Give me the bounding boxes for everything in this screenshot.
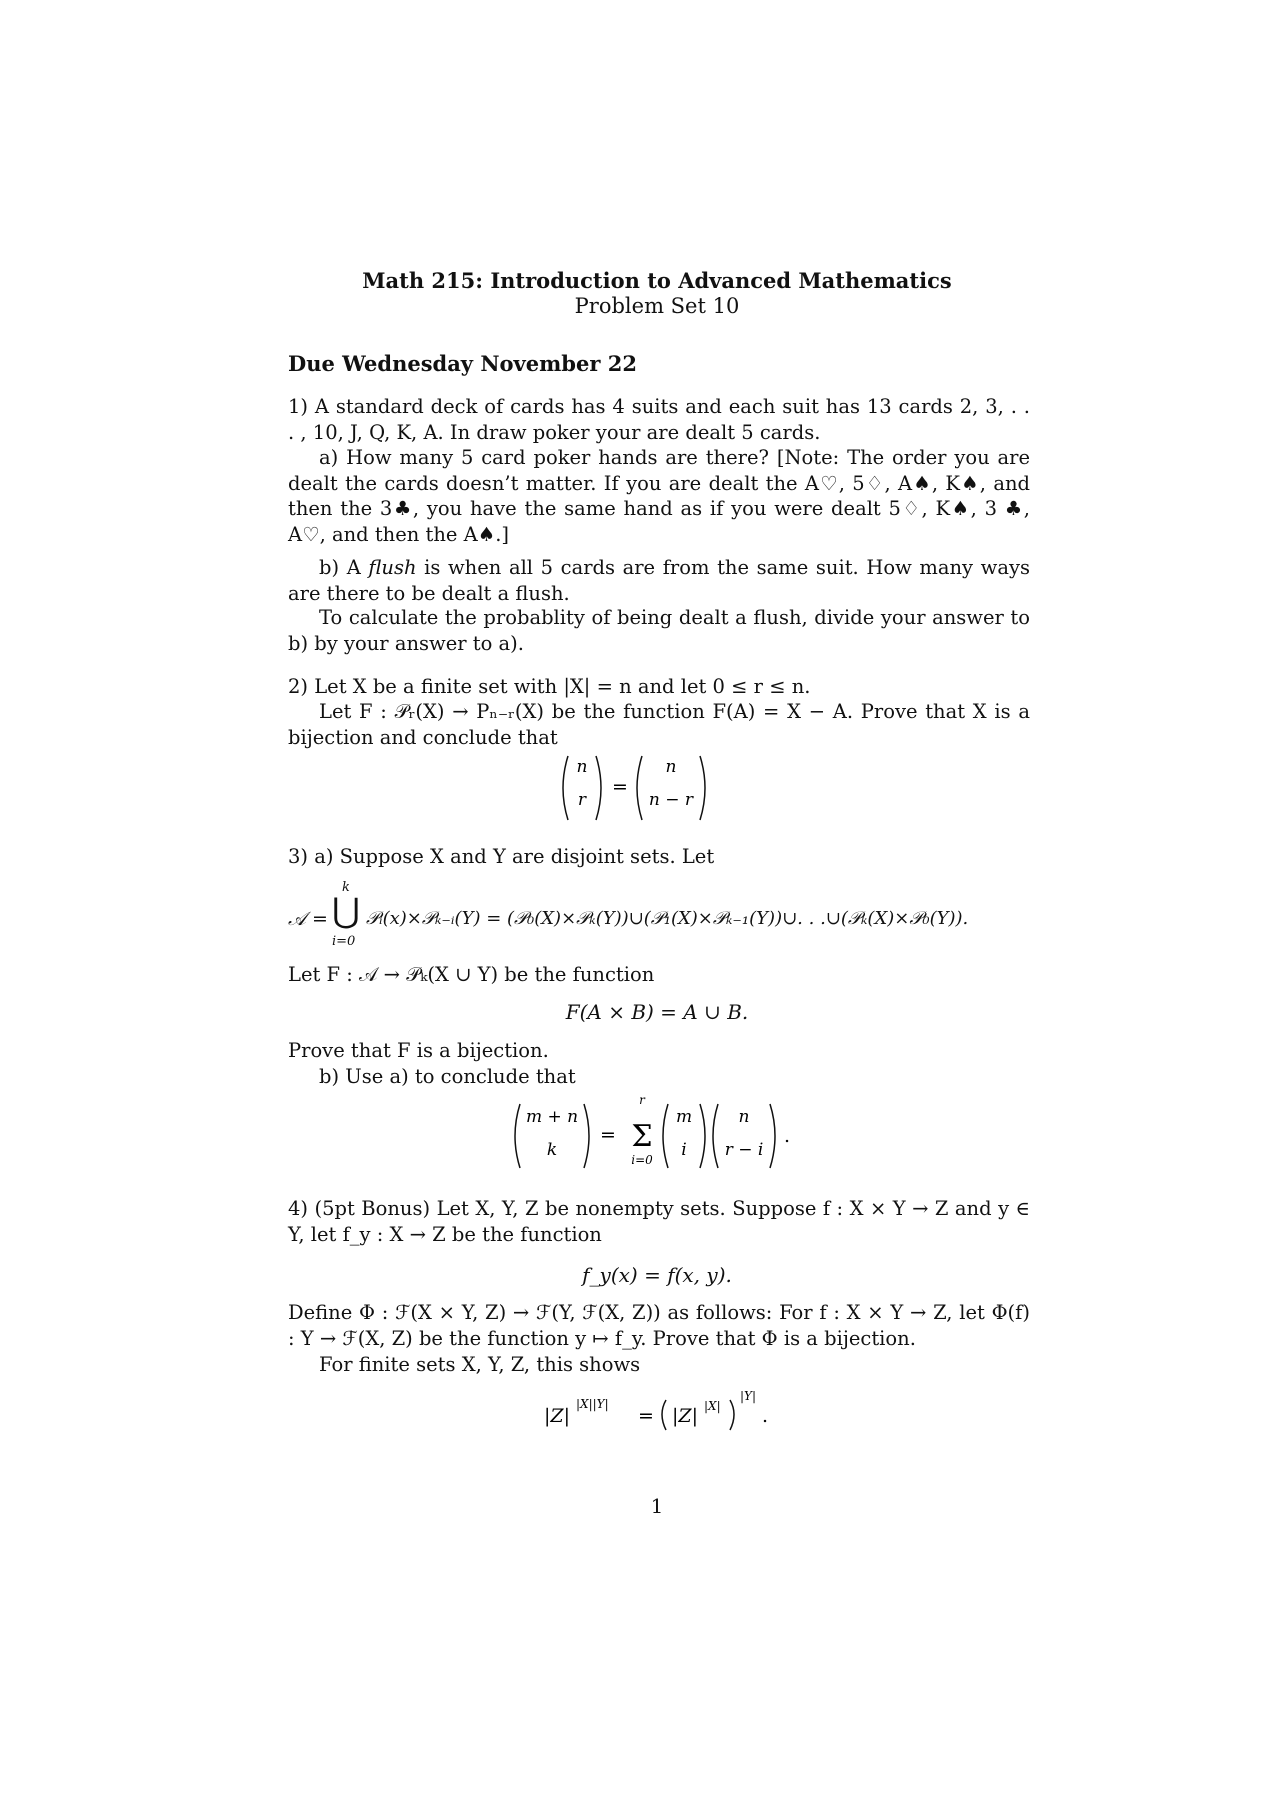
sum-equals: = [600,1124,616,1146]
union-lower-limit: i=0 [332,934,356,949]
problem-4-finite: For finite sets X, Y, Z, this shows [319,1353,641,1376]
problem-4-function-def: f_y(x) = f(x, y). [582,1263,732,1287]
sum-end-period: . [784,1125,791,1147]
sum-lhs-bottom: k [546,1140,558,1160]
due-date: Due Wednesday November 22 [288,351,637,376]
problem-4-intro: 4) (5pt Bonus) Let X, Y, Z be nonempty sets. Suppose f : X × Y → Z and y ∈ Y, let f_y : X → Z be the function [288,1197,1030,1246]
exp-rhs-outer-exponent: |Y| [740,1389,757,1403]
big-union-icon: ⋃ [332,891,360,931]
exponent-identity-formula [540,1380,800,1434]
exp-lhs-exponent: |X||Y| [576,1397,609,1411]
problem-3-intro: 3) a) Suppose X and Y are disjoint sets. Let [288,845,715,868]
problem-3-let-line: Let F : 𝒜 → 𝒫ₖ(X ∪ Y) be the function [288,963,655,986]
sum-lower-limit: i=0 [631,1153,653,1167]
problem-1-part-a: a) How many 5 card poker hands are there? [Note: The order you are dealt the cards doesn’t matter. If you are dealt the A♡, 5♢, A♠, K♠, and then the 3♣, you have the same hand as if you were dealt 5♢, K♠, 3 ♣, A♡, and then the A♠.] [288,446,1030,546]
binom-equals: = [612,776,628,798]
sum-t1-bottom: i [681,1140,687,1160]
sum-t2-top: n [738,1107,750,1127]
problem-3-part-b: b) Use a) to conclude that [319,1065,576,1088]
exp-rhs-inner: |Z| [672,1405,699,1427]
problem-3-prove: Prove that F is a bijection. [288,1039,549,1062]
page-number: 1 [650,1494,664,1518]
document-title: Math 215: Introduction to Advanced Mathematics [362,268,952,293]
problem-1-intro: 1) A standard deck of cards has 4 suits and each suit has 13 cards 2, 3, . . . , 10, J, Q, K, A. In draw poker your are dealt 5 cards. [288,395,1030,444]
exp-rhs-inner-exponent: |X| [704,1399,721,1413]
sum-t1-top: m [675,1107,693,1127]
vandermonde-formula [512,1094,812,1170]
sigma-icon: Σ [631,1119,653,1154]
sum-upper-limit: r [639,1094,645,1107]
binom-left-bottom: r [577,790,587,810]
union-upper-limit: k [342,880,350,895]
union-lhs: 𝒜 = [288,908,328,930]
problem-3-function-def: F(A × B) = A ∪ B. [565,1000,749,1024]
union-formula [288,880,1108,949]
binom-right-top: n [665,757,677,777]
flush-term: flush [368,556,417,579]
binom-left-top: n [576,757,588,777]
problem-4-define: Define Φ : ℱ(X × Y, Z) → ℱ(Y, ℱ(X, Z)) as follows: For f : X × Y → Z, let Φ(f) : Y → ℱ(X, Z) be the function y ↦ f_y. Prove that Φ is a bijection. [288,1301,1030,1350]
part-b-prefix: b) A [319,556,361,579]
exp-equals: = [638,1405,654,1427]
part-b-rest: is when all 5 cards are from the same suit. How many ways are there to be dealt a flush. [288,556,1031,605]
document-subtitle: Problem Set 10 [574,294,740,318]
problem-1-part-b [288,555,1030,606]
sum-lhs-top: m + n [525,1107,579,1127]
binomial-identity-formula [560,752,760,824]
binom-right-bottom: n − r [648,790,694,810]
problem-1-note: To calculate the probablity of being dealt a flush, divide your answer to b) by your answer to a). [288,606,1030,655]
sum-t2-bottom: r − i [724,1140,764,1160]
problem-2-line-1: 2) Let X be a finite set with |X| = n and let 0 ≤ r ≤ n. [288,675,811,698]
exp-end-period: . [762,1405,769,1427]
union-body: 𝒫ᵢ(x)×𝒫ₖ₋ᵢ(Y) = (𝒫₀(X)×𝒫ₖ(Y))∪(𝒫₁(X)×𝒫ₖ₋₁(Y))∪. . .∪(𝒫ₖ(X)×𝒫₀(Y)). [366,908,969,929]
exp-lhs: |Z| [544,1405,571,1427]
problem-2-line-2: Let F : 𝒫ᵣ(X) → Pₙ₋ᵣ(X) be the function F(A) = X − A. Prove that X is a bijection and conclude that [288,700,1030,749]
